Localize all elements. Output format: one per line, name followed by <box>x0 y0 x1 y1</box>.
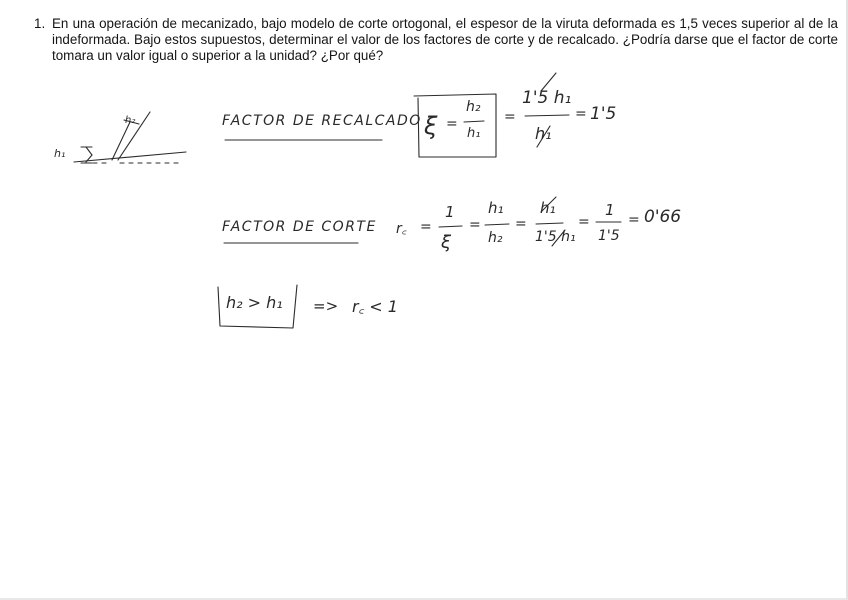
recalcado-ratio-num: h₂ <box>466 99 481 115</box>
corte-f2-num: h₁ <box>488 199 504 217</box>
corte-eq2: = <box>469 217 481 233</box>
recalcado-eq3: = <box>575 106 587 122</box>
recalcado-symbol: ξ <box>424 112 438 140</box>
recalcado-ratio-den: h₁ <box>467 126 481 141</box>
corte-eq3: = <box>515 216 527 232</box>
corte-eq5: = <box>628 212 640 228</box>
corte-f3-den: 1'5 h₁ <box>535 229 576 245</box>
corte-f1-den: ξ <box>441 232 452 253</box>
corte-heading: FACTOR DE CORTE <box>222 219 377 235</box>
question-text: En una operación de mecanizado, bajo modelo de corte ortogonal, el espesor de la viruta deformada es 1,5 veces superior al de la indeformada. Bajo estos supuestos, determinar el valor de los factores de corte y de recalcado. ¿Podría darse que el factor de corte tomara un valor igual o superior a la unidad? ¿Por qué? <box>52 16 838 63</box>
recalcado-den2: h₁ <box>535 124 552 143</box>
conclusion-result: r꜀ < 1 <box>352 297 398 316</box>
recalcado-heading: FACTOR DE RECALCADO <box>222 113 422 129</box>
corte-f3-num: h₁ <box>540 199 556 217</box>
recalcado-num2: 1'5 h₁ <box>522 88 572 108</box>
recalcado-result: 1'5 <box>590 104 617 124</box>
recalcado-eq1: = <box>446 116 458 132</box>
corte-symbol: r꜀ <box>396 221 407 237</box>
corte-eq4: = <box>578 214 590 230</box>
corte-f2-den: h₂ <box>488 230 503 246</box>
conclusion-boxed: h₂ > h₁ <box>226 293 283 312</box>
corte-f4-den: 1'5 <box>598 228 620 244</box>
recalcado-eq2: = <box>504 109 516 125</box>
corte-f4-num: 1 <box>605 201 615 219</box>
corte-f1-num: 1 <box>445 203 455 221</box>
sketch-label-h2: h₂ <box>125 115 136 126</box>
sketch-label-h1: h₁ <box>54 147 66 160</box>
conclusion-arrow: => <box>313 297 339 315</box>
question-number: 1. <box>34 16 46 31</box>
corte-result: 0'66 <box>644 207 682 227</box>
corte-eq1: = <box>420 219 432 235</box>
